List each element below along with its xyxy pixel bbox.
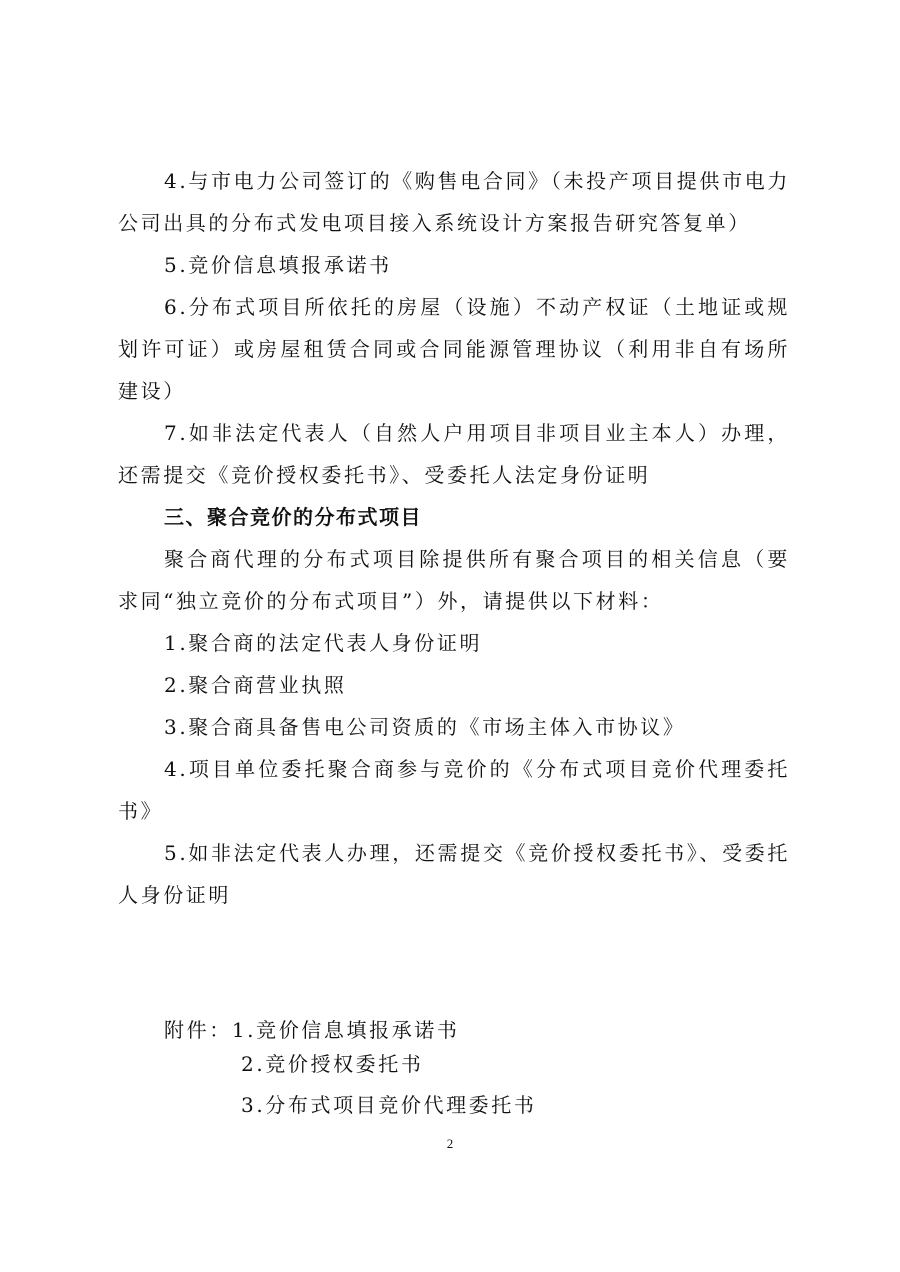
paragraph-aggregator-item-5: 5.如非法定代表人办理，还需提交《竞价授权委托书》、受委托人身份证明 (118, 841, 790, 907)
paragraph-aggregator-intro: 聚合商代理的分布式项目除提供所有聚合项目的相关信息（要求同“独立竞价的分布式项目”）外，请提供以下材料： (118, 547, 790, 613)
attachment-item-3: 3.分布式项目竞价代理委托书 (241, 1093, 537, 1117)
paragraph-item-4-contract: 4.与市电力公司签订的《购售电合同》（未投产项目提供市电力公司出具的分布式发电项目接入系统设计方案报告研究答复单） (118, 169, 790, 235)
attachments-prefix: 附件： (164, 1018, 232, 1042)
paragraph-aggregator-item-4: 4.项目单位委托聚合商参与竞价的《分布式项目竞价代理委托书》 (118, 757, 790, 823)
document-body (118, 160, 790, 916)
attachment-item-1: 1.竞价信息填报承诺书 (231, 1018, 460, 1042)
section-heading-aggregated: 三、聚合竞价的分布式项目 (164, 505, 422, 529)
paragraph-aggregator-item-1: 1.聚合商的法定代表人身份证明 (164, 631, 483, 655)
paragraph-item-5-commitment: 5.竞价信息填报承诺书 (164, 253, 392, 277)
paragraph-item-7-authorization: 7.如非法定代表人（自然人户用项目非项目业主本人）办理，还需提交《竞价授权委托书》、受委托人法定身份证明 (118, 421, 790, 487)
paragraph-item-6-property: 6.分布式项目所依托的房屋（设施）不动产权证（土地证或规划许可证）或房屋租赁合同或合同能源管理协议（利用非自有场所建设） (118, 295, 790, 403)
paragraph-aggregator-item-3: 3.聚合商具备售电公司资质的《市场主体入市协议》 (164, 715, 686, 739)
page-number: 2 (446, 1136, 454, 1151)
attachment-item-2: 2.竞价授权委托书 (241, 1052, 424, 1076)
paragraph-aggregator-item-2: 2.聚合商营业执照 (164, 673, 347, 697)
